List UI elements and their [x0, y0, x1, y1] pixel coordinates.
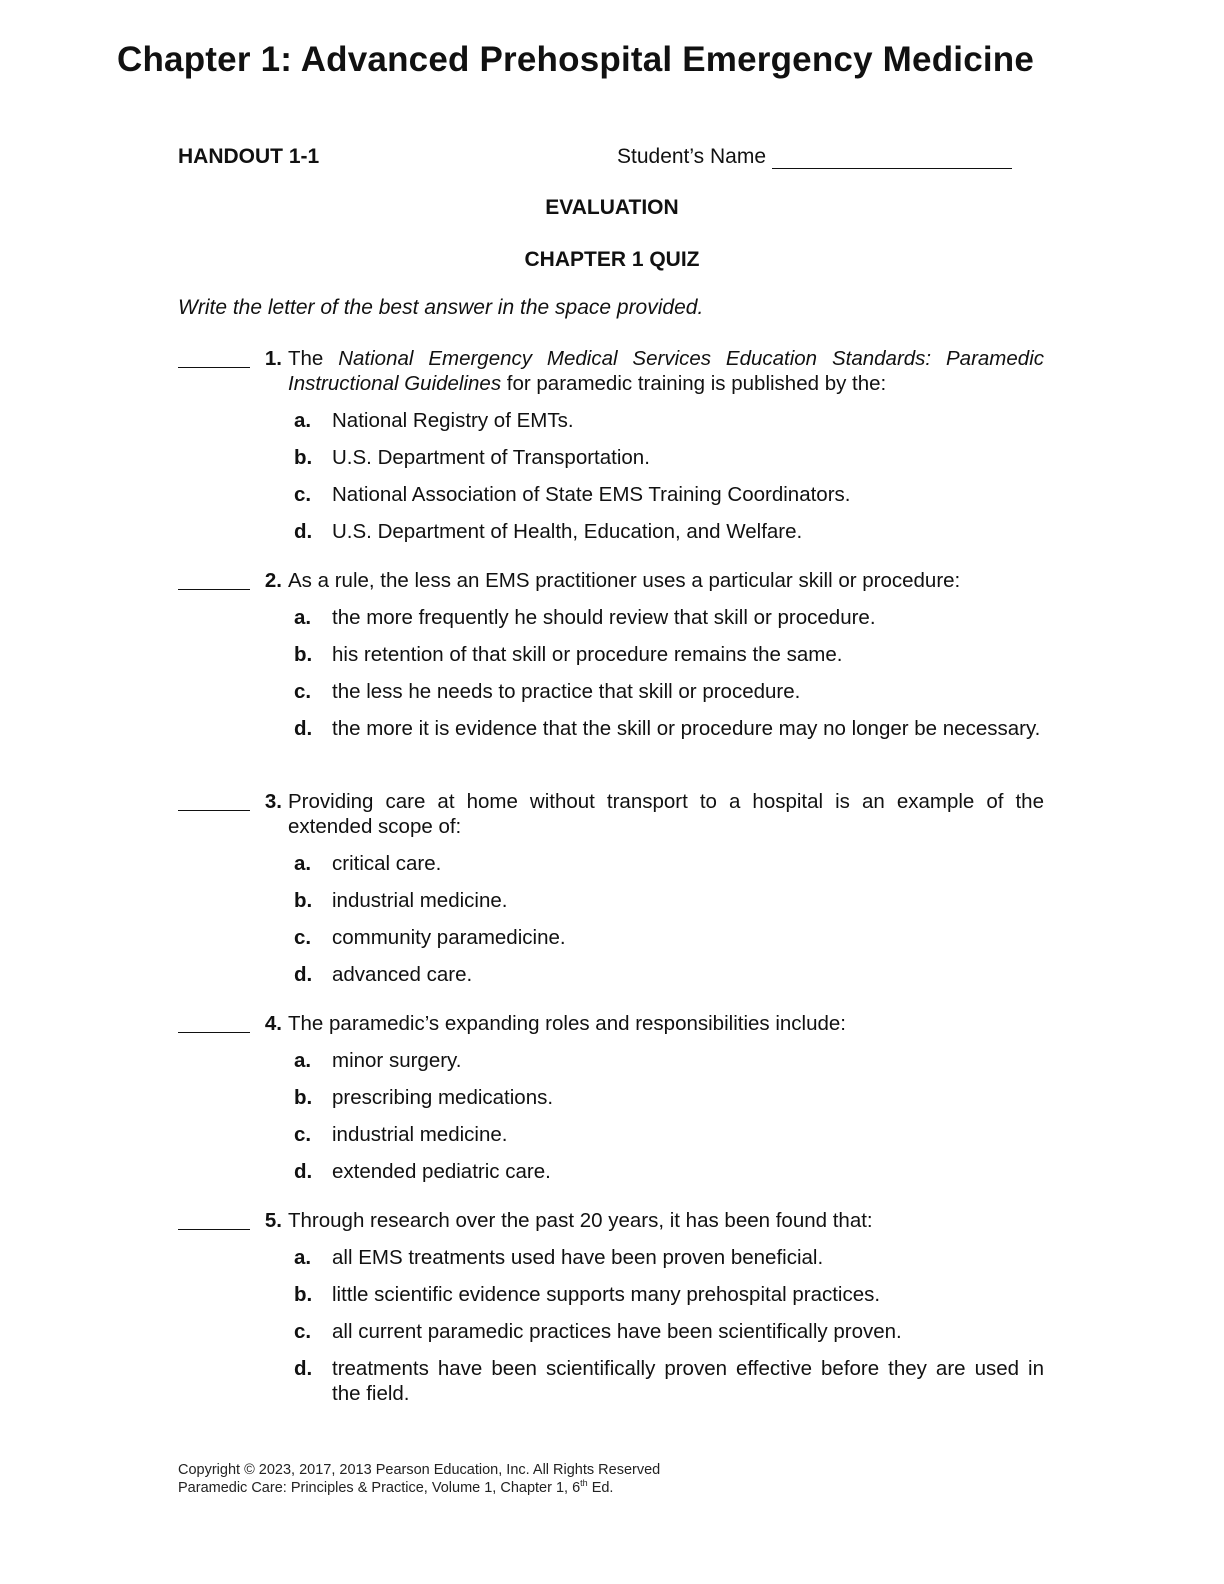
- copyright-line: Copyright © 2023, 2017, 2013 Pearson Education, Inc. All Rights Reserved: [178, 1462, 661, 1478]
- option-a: a. all EMS treatments used have been proven beneficial.: [294, 1246, 824, 1269]
- evaluation-heading: EVALUATION: [545, 196, 679, 219]
- source-line: Paramedic Care: Principles & Practice, Volume 1, Chapter 1, 6th Ed.: [178, 1478, 614, 1496]
- option-c: c. the less he needs to practice that skill or procedure.: [294, 680, 801, 703]
- option-a: a. minor surgery.: [294, 1049, 462, 1072]
- quiz-title: CHAPTER 1 QUIZ: [524, 248, 700, 271]
- option-b: b. prescribing medications.: [294, 1086, 554, 1109]
- option-b: b. industrial medicine.: [294, 889, 508, 912]
- option-c: c. National Association of State EMS Training Coordinators.: [294, 483, 851, 506]
- question-text: As a rule, the less an EMS practitioner uses a particular skill or procedure:: [288, 569, 961, 592]
- student-name-label: Student’s Name: [617, 145, 767, 168]
- question-number: 1.: [264, 347, 282, 370]
- options-list: [294, 605, 1044, 741]
- question-number: 5.: [264, 1209, 282, 1232]
- option-c: c. community paramedicine.: [294, 926, 566, 949]
- option-b: b. his retention of that skill or procedure remains the same.: [294, 643, 843, 666]
- answer-blank-2[interactable]: [178, 568, 250, 590]
- question-1: [178, 346, 1044, 556]
- option-a: a. the more frequently he should review that skill or procedure.: [294, 606, 876, 629]
- question-2: [178, 568, 1044, 753]
- answer-blank-5[interactable]: [178, 1208, 250, 1230]
- option-d: d. advanced care.: [294, 963, 473, 986]
- option-b: b. U.S. Department of Transportation.: [294, 446, 650, 469]
- option-a: a. critical care.: [294, 852, 442, 875]
- chapter-title: Chapter 1: Advanced Prehospital Emergency Medicine: [117, 40, 1035, 79]
- answer-blank-4[interactable]: [178, 1011, 250, 1033]
- question-text: Providing care at home without transport to a hospital is an example of the extended scope of:: [288, 790, 1044, 838]
- question-4: [178, 1011, 1044, 1196]
- answer-blank-1[interactable]: [178, 346, 250, 368]
- handout-label: HANDOUT 1-1: [178, 145, 320, 168]
- options-list: [294, 1048, 1044, 1184]
- question-text: The paramedic’s expanding roles and responsibilities include:: [288, 1012, 847, 1035]
- student-name-field[interactable]: [617, 145, 1012, 169]
- option-d: d. treatments have been scientifically proven effective before they are used in the field.: [294, 1357, 1044, 1405]
- question-3: [178, 789, 1044, 999]
- question-text: The National Emergency Medical Services Education Standards: Paramedic Instructional Guidelines for paramedic training is published by the:: [288, 347, 1044, 395]
- question-number: 2.: [264, 569, 282, 592]
- option-a: a. National Registry of EMTs.: [294, 409, 574, 432]
- options-list: [294, 851, 1044, 987]
- answer-blank-3[interactable]: [178, 789, 250, 811]
- question-number: 3.: [264, 790, 282, 813]
- instructions: Write the letter of the best answer in the space provided.: [178, 296, 704, 319]
- option-c: c. all current paramedic practices have been scientifically proven.: [294, 1320, 902, 1343]
- question-number: 4.: [264, 1012, 282, 1035]
- option-b: b. little scientific evidence supports many prehospital practices.: [294, 1283, 881, 1306]
- option-d: d. the more it is evidence that the skill or procedure may no longer be necessary.: [294, 717, 1041, 740]
- options-list: [294, 408, 1044, 544]
- option-d: d. U.S. Department of Health, Education, and Welfare.: [294, 520, 803, 543]
- page-footer: [178, 1461, 660, 1497]
- option-d: d. extended pediatric care.: [294, 1160, 551, 1183]
- question-5: [178, 1208, 1044, 1418]
- options-list: [294, 1245, 1044, 1406]
- question-text: Through research over the past 20 years, it has been found that:: [288, 1209, 873, 1232]
- student-name-blank[interactable]: [772, 148, 1012, 169]
- option-c: c. industrial medicine.: [294, 1123, 508, 1146]
